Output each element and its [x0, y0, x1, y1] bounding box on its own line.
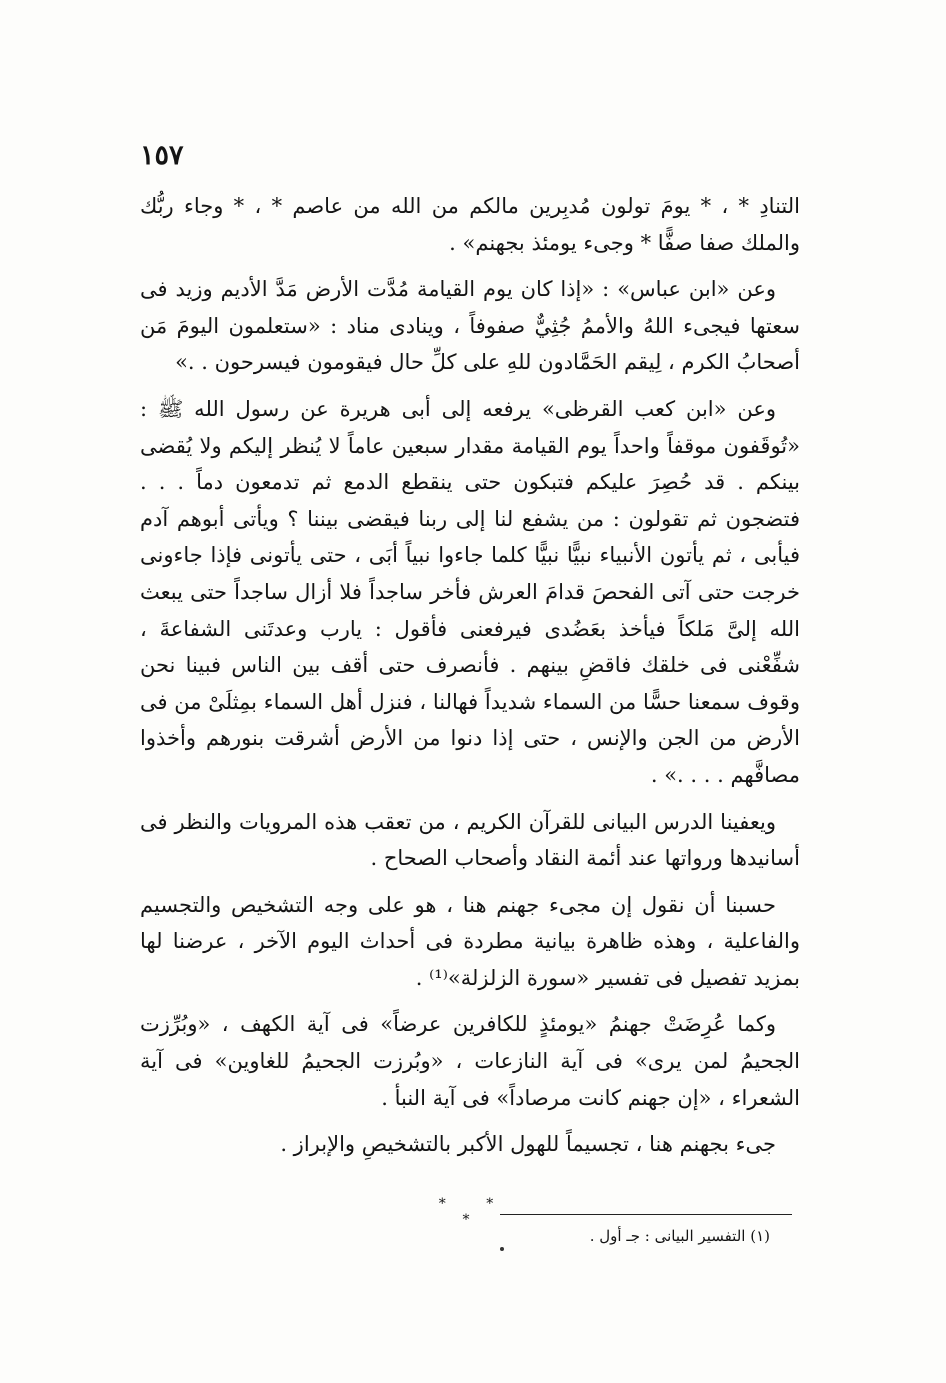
ink-speck: [500, 1247, 504, 1251]
body-text: [140, 188, 800, 1173]
footnote-rule: [500, 1214, 792, 1215]
page-number: ١٥٧: [140, 140, 184, 171]
paragraph: جىء بجهنم هنا ، تجسيماً للهول الأكبر بالتشخيصِ والإبراز .: [280, 1132, 776, 1157]
section-separator: * * *: [438, 1196, 512, 1228]
paragraph: وعن «ابن كعب القرظى» يرفعه إلى أبى هريرة عن رسول الله ﷺ : «تُوقَفون موقفاً واحداً يوم القيامة مقدار سبعين عاماً لا يُنظر إليكم ولا يُقضى بينكم . قد حُصِرَ عليكم فتبكون حتى ينقطع الدمع ثم تدمعون دماً . . . فتضجون ثم تقولون : من يشفع لنا إلى ربنا فيقضى بيننا ؟ ويأتى أبوهم آدم فيأبى ، ثم يأتون الأنبياء نبيًّا نبيًّا كلما جاءوا نبياً أبَى ، حتى يأتونى فإذا جاءونى خرجت حتى آتى الفحصَ قدامَ العرش فأخر ساجداً فلا أزال ساجداً حتى يبعث الله إلىَّ مَلكاً فيأخذ بعَضُدى فيرفعنى فأقول : يارب وعدتَنى الشفاعةَ ، شفِّعْنى فى خلقك فاقضِ بينهم . فأنصرف حتى أقف بين الناس فبينا نحن وقوف سمعنا حسًّا من السماء شديداً فهالنا ، فنزل أهل السماء بمِثلَىْ من فى الأرض من الجن والإنس ، حتى إذا دنوا من الأرض أشرقت بنورهم وأخذوا مصافَّهم . . . .» .: [140, 396, 800, 787]
paragraph: ويعفينا الدرس البيانى للقرآن الكريم ، من تعقب هذه المرويات والنظر فى أسانيدها ورواتها عند أئمة النقاد وأصحاب الصحاح .: [140, 809, 800, 871]
paragraph: وكما عُرِضَتْ جهنمُ «يومئذٍ للكافرين عرضاً» فى آية الكهف ، «وبُرِّزت الجحيمُ لمن يرى» فى آية النازعات ، «وبُرزت الجحيمُ للغاوين» فى آية الشعراء ، «إن جهنم كانت مرصاداً» فى آية النبأ .: [140, 1012, 800, 1110]
paragraph: وعن «ابن عباس» : «إذا كان يوم القيامة مُدَّت الأرض مَدَّ الأديم وزيد فى سعتها فيجىء اللهُ والأممُ جُثِيٌّ صفوفاً ، وينادى مناد : «ستعلمون اليومَ مَن أصحابُ الكرم ، لِيقم الحَمَّادون للهِ على كلِّ حال فيقومون فيسرحون . .»: [140, 277, 800, 375]
footnote: (١) التفسير البيانى : جـ أول .: [589, 1227, 770, 1245]
paragraph: التنادِ * ، * يومَ تولون مُدبِرين مالكم من الله من عاصم * ، * وجاء ربُّك والملك صفا صفًّا * وجىء يومئذ بجهنم» .: [140, 194, 800, 255]
paragraph: حسبنا أن نقول إن مجىء جهنم هنا ، هو على وجه التشخيص والتجسيم والفاعلية ، وهذه ظاهرة بيانية مطردة فى أحداث اليوم الآخر ، عرضنا لها بمزيد تفصيل فى تفسير «سورة الزلزلة»⁽¹⁾ .: [140, 892, 800, 990]
